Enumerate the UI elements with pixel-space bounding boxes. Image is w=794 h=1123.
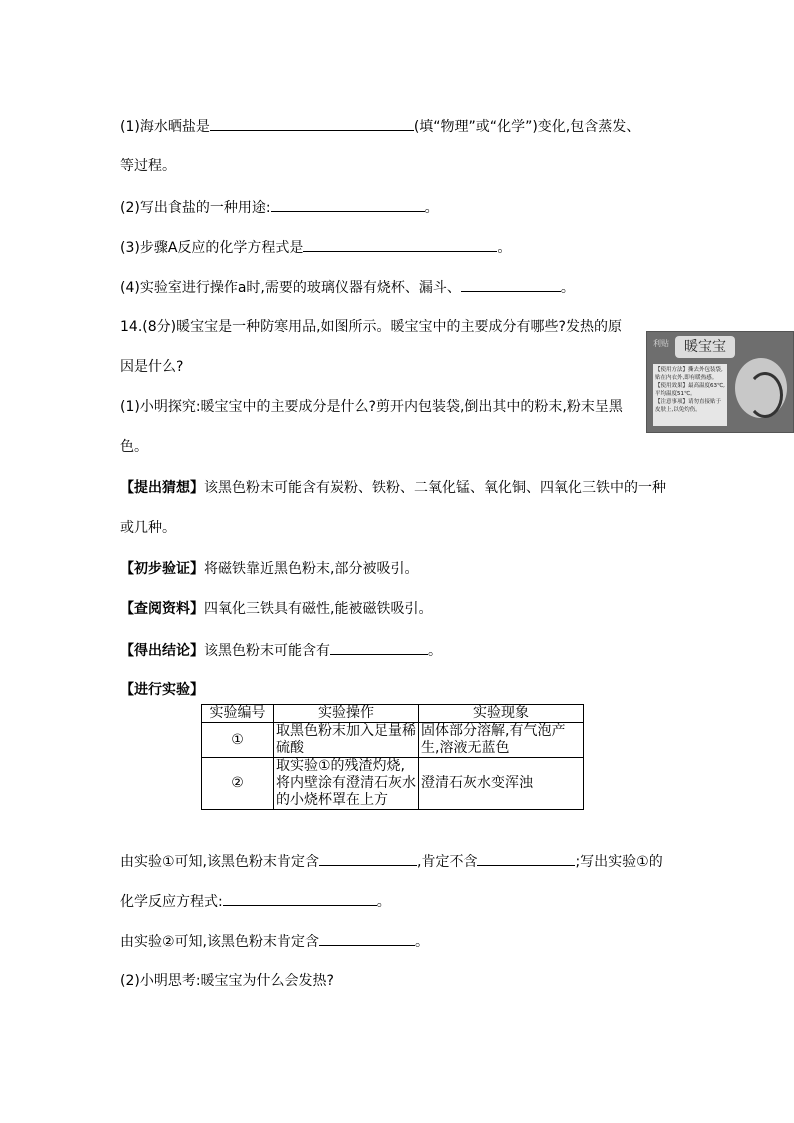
table-cell-op: 取实验①的残渣灼烧,将内壁涂有澄清石灰水的小烧杯罩在上方 <box>274 758 419 810</box>
conclusion <box>120 640 442 660</box>
q13-part1 <box>120 116 640 136</box>
conclusion-text: 该黑色粉末可能含有 <box>204 643 330 659</box>
answer-blank[interactable] <box>271 197 425 212</box>
answer-blank[interactable] <box>319 851 417 866</box>
period: 。 <box>428 643 442 659</box>
photo-small-text: 利贴 <box>653 339 669 348</box>
table-header: 实验编号 <box>202 705 274 723</box>
q14-intro: 14.(8分)暖宝宝是一种防寒用品,如图所示。暖宝宝中的主要成分有哪些?发热的原 <box>120 319 622 335</box>
photo-swirl <box>747 372 783 418</box>
photo-note: 【注意事项】请勿直接贴于皮肤上,以免灼伤。 <box>655 399 722 413</box>
table-cell-op: 取黑色粉末加入足量稀硫酸 <box>274 723 419 758</box>
initial-verify <box>120 560 418 578</box>
q14-explore: (1)小明探究:暖宝宝中的主要成分是什么?剪开内包装袋,倒出其中的粉末,粉末呈黑 <box>120 399 623 415</box>
q13-part2-label: (2)写出食盐的一种用途: <box>120 200 271 216</box>
period: 。 <box>497 240 512 256</box>
q13-part4-label: (4)实验室进行操作a时,需要的玻璃仪器有烧杯、漏斗、 <box>120 280 461 296</box>
q13-part2 <box>120 197 439 217</box>
result-text: 由实验①可知,该黑色粉末肯定含 <box>120 854 320 870</box>
q13-part3-label: (3)步骤A反应的化学方程式是 <box>120 240 304 256</box>
result-text: ,肯定不含 <box>417 854 478 870</box>
experiment-tag-text: 【进行实验】 <box>120 682 204 698</box>
result-text: 由实验②可知,该黑色粉末肯定含 <box>120 934 320 950</box>
experiment-tag <box>120 681 204 699</box>
table-header-row <box>202 705 584 723</box>
hypothesis-cont: 或几种。 <box>120 520 176 536</box>
table-header: 实验现象 <box>419 705 584 723</box>
answer-blank[interactable] <box>303 237 497 252</box>
result-text: ;写出实验①的 <box>575 854 663 870</box>
table-row <box>202 723 584 758</box>
table-cell-id: ① <box>202 723 274 758</box>
period: 。 <box>415 934 430 950</box>
result-text: 化学反应方程式: <box>120 894 223 910</box>
table-row <box>202 758 584 810</box>
hypothesis-tag: 【提出猜想】 <box>120 480 204 496</box>
q13-part3 <box>120 237 511 257</box>
photo-note: 【使用效果】最高温度63℃,平均温度51℃。 <box>655 383 725 397</box>
table-cell-obs: 固体部分溶解,有气泡产生,溶液无蓝色 <box>419 723 584 758</box>
answer-blank[interactable] <box>330 640 428 655</box>
period: 。 <box>376 894 391 910</box>
result-line-3 <box>120 931 429 951</box>
period: 。 <box>560 280 575 296</box>
verify-tag: 【初步验证】 <box>120 561 204 577</box>
hypothesis-text: 该黑色粉末可能含有炭粉、铁粉、二氧化锰、氧化铜、四氧化三铁中的一种 <box>204 480 666 496</box>
q14-part2: (2)小明思考:暖宝宝为什么会发热? <box>120 973 334 989</box>
result-line-2 <box>120 891 391 911</box>
table-cell-id: ② <box>202 758 274 810</box>
q13-part1-tail: (填“物理”或“化学”)变化,包含蒸发、 <box>413 119 641 135</box>
answer-blank[interactable] <box>210 116 414 131</box>
experiment-table <box>201 704 584 810</box>
answer-blank[interactable] <box>477 851 575 866</box>
photo-brand: 暖宝宝 <box>675 336 735 358</box>
q14-intro-cont: 因是什么? <box>120 359 184 375</box>
photo-note: 【使用方法】撕去外包装袋,贴在内衣外,即有暖热感。 <box>655 367 723 381</box>
result-line-1 <box>120 851 663 871</box>
answer-blank[interactable] <box>461 277 561 292</box>
q14-explore-cont: 色。 <box>120 439 148 455</box>
photo-notes <box>653 364 727 426</box>
answer-blank[interactable] <box>319 931 415 946</box>
period: 。 <box>424 200 439 216</box>
table-header: 实验操作 <box>274 705 419 723</box>
reference <box>120 600 432 618</box>
q13-part1-label: (1)海水晒盐是 <box>120 119 210 135</box>
warmer-pack-image <box>646 331 794 433</box>
conclusion-tag: 【得出结论】 <box>120 643 204 659</box>
table-cell-obs: 澄清石灰水变浑浊 <box>419 758 584 810</box>
hypothesis <box>120 479 666 497</box>
q13-part1-cont: 等过程。 <box>120 158 176 174</box>
reference-text: 四氧化三铁具有磁性,能被磁铁吸引。 <box>204 601 433 617</box>
verify-text: 将磁铁靠近黑色粉末,部分被吸引。 <box>204 561 419 577</box>
answer-blank[interactable] <box>223 891 377 906</box>
q13-part4 <box>120 277 575 297</box>
reference-tag: 【查阅资料】 <box>120 601 204 617</box>
